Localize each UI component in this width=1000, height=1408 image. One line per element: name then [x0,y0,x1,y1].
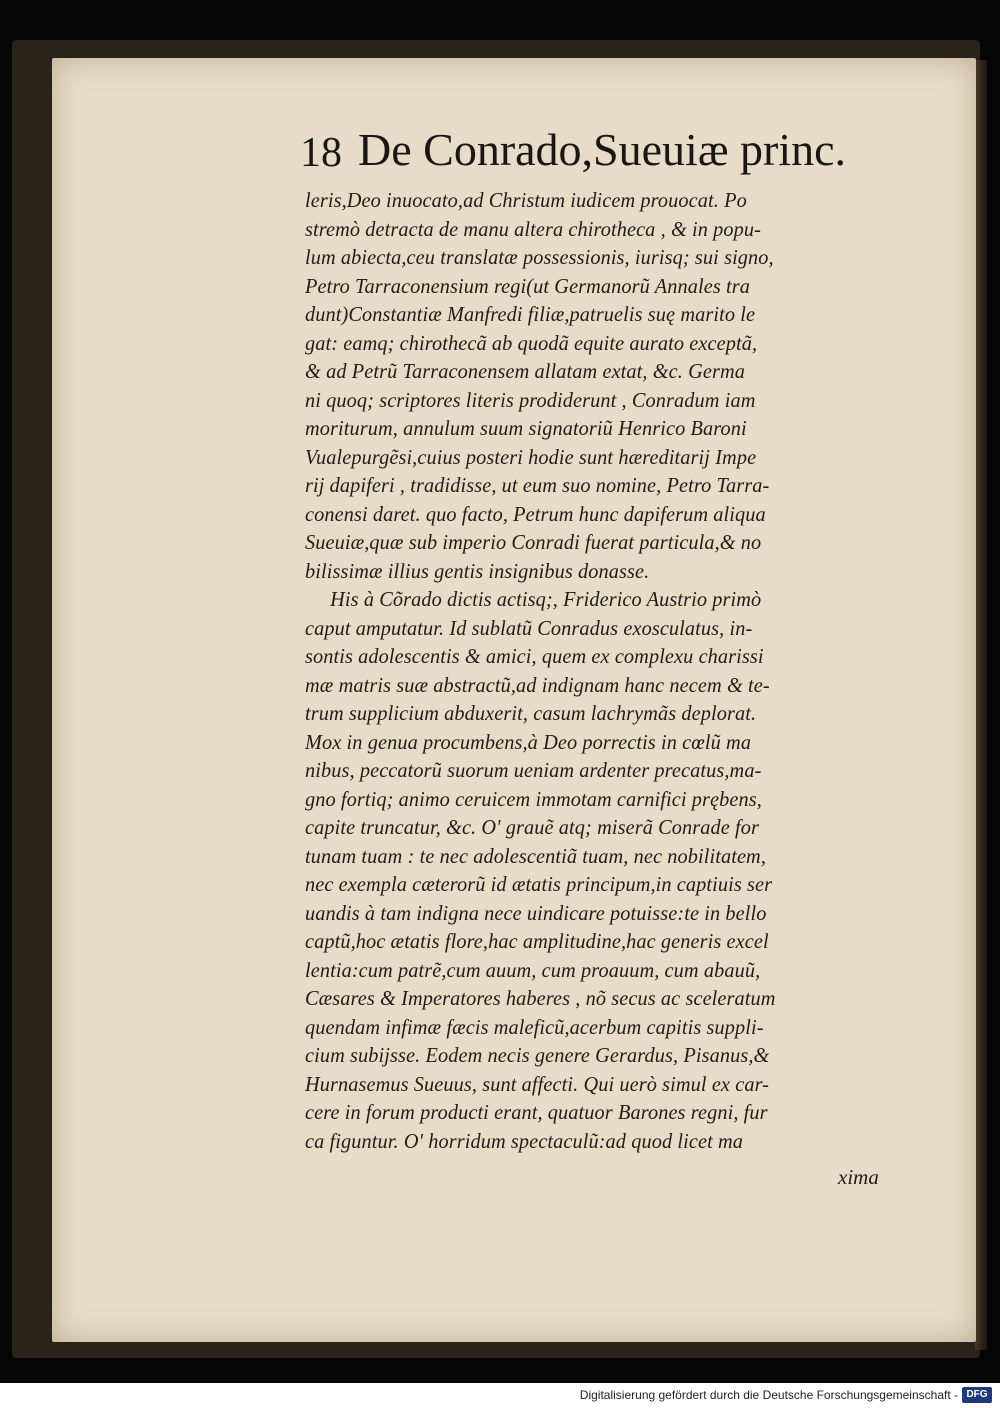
text-line: Sueuiæ,quæ sub imperio Conradi fuerat particula,& no [305,530,762,554]
text-line: bilissimæ illius gentis insignibus donasse. [305,558,650,583]
text-line: ca figuntur. O' horridum spectaculũ:ad quod licet ma [305,1128,744,1153]
text-line: cium subijsse. Eodem necis genere Gerardus, Pisanus,& [305,1043,770,1067]
text-line: leris,Deo inuocato,ad Christum iudicem prouocat. Po [305,188,747,212]
text-line: gno fortiq; animo ceruicem immotam carnifici prębens, [305,786,762,811]
book-spine-edge [975,60,987,1350]
text-line: conensi daret. quo facto, Petrum hunc dapiferum aliqua [305,501,766,526]
footer-bar [0,1383,1000,1408]
text-line: sontis adolescentis & amici, quem ex complexu charissi [305,644,764,668]
text-line: moriturum, annulum suum signatoriũ Henrico Baroni [305,416,747,440]
text-line: Cæsares & Imperatores haberes , nõ secus ac sceleratum [305,986,776,1010]
text-line: quendam infimæ fæcis maleficũ,acerbum capitis suppli- [305,1014,764,1039]
body-text [305,186,905,1155]
text-line: cere in forum producti erant, quatuor Barones regni, fur [305,1100,768,1124]
text-line: His à Cõrado dictis actisq;, Friderico Austrio primò [330,587,762,611]
text-line: nec exempla cæterorũ id ætatis principum,in captiuis ser [305,872,773,896]
funding-credit: Digitalisierung gefördert durch die Deutsche Forschungsgemeinschaft - [579,1388,958,1402]
text-line: mæ matris suæ abstractũ,ad indignam hanc necem & te- [305,672,770,697]
text-line: trum supplicium abduxerit, casum lachrymãs deplorat. [305,701,757,725]
text-line: & ad Petrũ Tarraconensem allatam extat, &c. Germa [305,359,745,383]
text-line: gat: eamq; chirothecã ab quodã equite aurato exceptã, [305,330,758,355]
catchword: xima [838,1165,879,1189]
running-title: De Conrado,Sueuiæ princ. [358,124,847,175]
page-number: 18 [300,130,342,176]
text-line: tunam tuam : te nec adolescentiã tuam, nec nobilitatem, [305,843,767,868]
dfg-logo: DFG [962,1387,992,1403]
text-line: dunt)Constantiæ Manfredi filiæ,patruelis suę marito le [305,302,756,326]
text-line: Hurnasemus Sueuus, sunt affecti. Qui uerò simul ex car- [305,1071,770,1096]
text-line: Petro Tarraconensium regi(ut Germanorũ Annales tra [305,273,751,298]
text-line: stremò detracta de manu altera chirotheca , & in popu- [305,216,762,241]
text-line: captũ,hoc ætatis flore,hac amplitudine,hac generis excel [305,929,769,953]
text-line: nibus, peccatorũ suorum ueniam ardenter precatus,ma- [305,758,762,782]
text-line: lum abiecta,ceu translatæ possessionis, iurisq; sui signo, [305,245,774,269]
text-line: capite truncatur, &c. O' grauẽ atq; miserã Conrade for [305,815,760,839]
text-line: ni quoq; scriptores literis prodiderunt , Conradum iam [305,387,756,412]
text-line: caput amputatur. Id sublatũ Conradus exosculatus, in- [305,615,753,640]
text-line: Vualepurgẽsi,cuius posteri hodie sunt hæreditarij Impe [305,444,757,469]
page-header [298,118,858,178]
text-line: lentia:cum patrẽ,cum auum, cum proauum, cum abauũ, [305,957,761,982]
text-line: rij dapiferi , tradidisse, ut eum suo nomine, Petro Tarra- [305,473,770,497]
text-line: Mox in genua procumbens,à Deo porrectis in cœlũ ma [305,729,752,754]
text-line: uandis à tam indigna nece uindicare potuisse:te in bello [305,900,767,925]
